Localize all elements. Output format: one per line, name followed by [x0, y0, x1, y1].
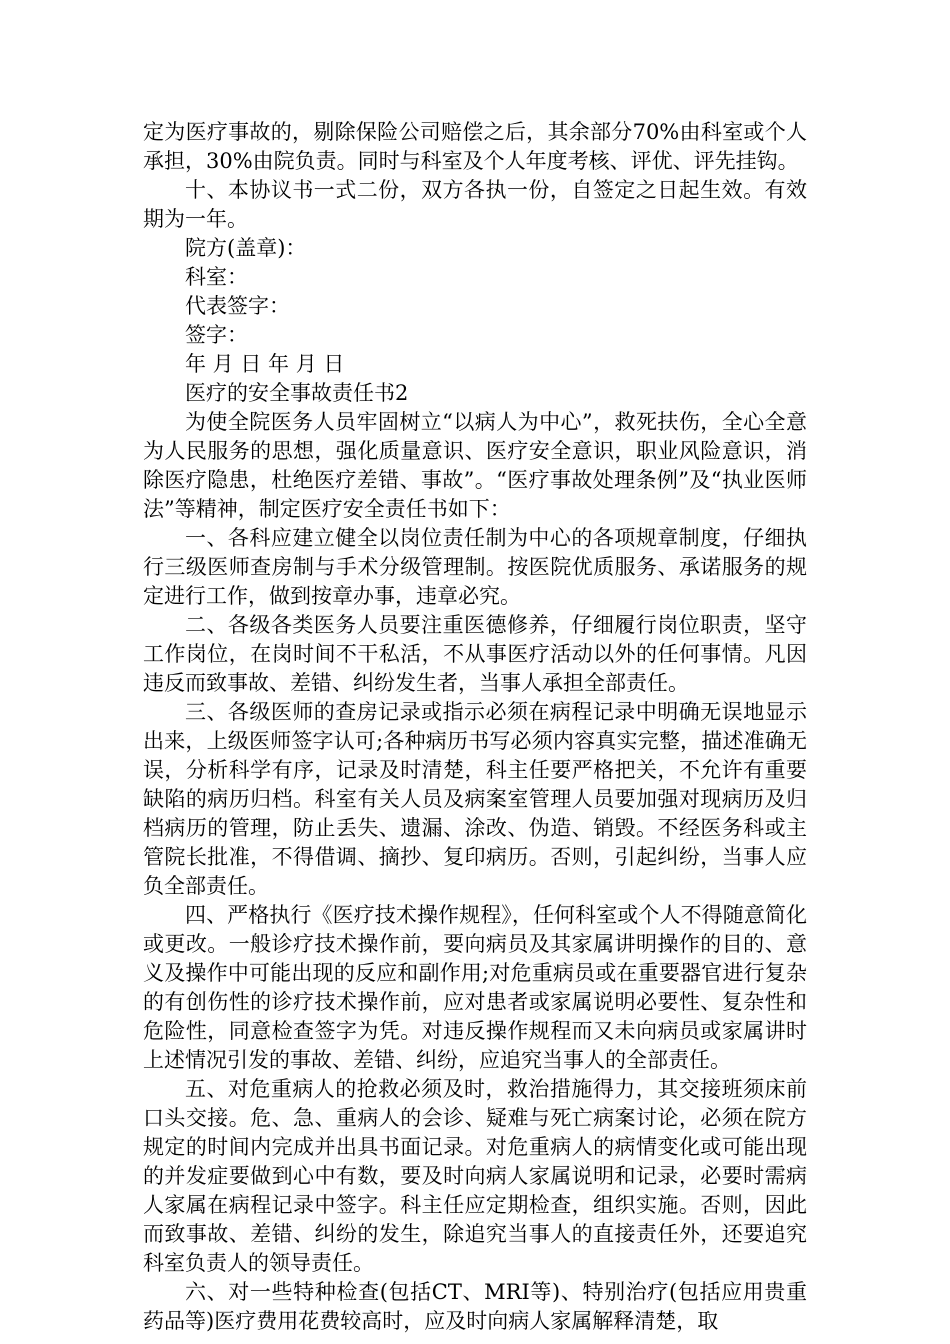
intro-paragraph: 为使全院医务人员牢固树立“以病人为中心”，救死扶伤，全心全意为人民服务的思想，强化质量意识、医疗安全意识，职业风险意识，消除医疗隐患，杜绝医疗差错、事故”。“医疗事故处理条例”及“执业医师法”等精神，制定医疗安全责任书如下：: [143, 410, 807, 521]
section-title: 医疗的安全事故责任书2: [185, 381, 409, 405]
clause-10-paragraph: 十、本协议书一式二份，双方各执一份，自签定之日起生效。有效期为一年。: [143, 178, 807, 231]
item-paragraph-4: 四、严格执行《医疗技术操作规程》，任何科室或个人不得随意简化或更改。一般诊疗技术操作前，要向病员及其家属讲明操作的目的、意义及操作中可能出现的反应和副作用;对危重病员或在重要器官进行复杂的有创伤性的诊疗技术操作前，应对患者或家属说明必要性、复杂性和危险性，同意检查签字为凭。对违反操作规程而又未向病员或家属讲时上述情况引发的事故、差错、纠纷，应追究当事人的全部责任。: [143, 903, 807, 1072]
sign-field: 签字：: [185, 323, 248, 347]
representative-sign-field: 代表签字：: [185, 294, 290, 318]
item-paragraph-6: 六、对一些特种检查(包括CT、MRI等)、特别治疗(包括应用贵重药品等)医疗费用花费较高时，应及时向病人家属解释清楚，取: [143, 1280, 807, 1333]
hospital-seal-field: 院方(盖章)：: [185, 236, 307, 260]
item-paragraph-5: 五、对危重病人的抢救必须及时，救治措施得力，其交接班须床前口头交接。危、急、重病人的会诊、疑难与死亡病案讨论，必须在院方规定的时间内完成并出具书面记录。对危重病人的病情变化或可能出现的并发症要做到心中有数，要及时向病人家属说明和记录，必要时需病人家属在病程记录中签字。科主任应定期检查，组织实施。否则，因此而致事故、差错、纠纷的发生，除追究当事人的直接责任外，还要追究科室负责人的领导责任。: [143, 1077, 807, 1275]
continuation-paragraph: 定为医疗事故的，剔除保险公司赔偿之后，其余部分70%由科室或个人承担，30%由院负责。同时与科室及个人年度考核、评优、评先挂钩。: [143, 120, 807, 173]
item-paragraph-2: 二、各级各类医务人员要注重医德修养，仔细履行岗位职责，坚守工作岗位，在岗时间不干私活，不从事医疗活动以外的任何事情。凡因违反而致事故、差错、纠纷发生者，当事人承担全部责任。: [143, 613, 807, 695]
date-line: 年 月 日 年 月 日: [185, 352, 345, 376]
signature-block: [143, 234, 807, 379]
item-paragraph-1: 一、各科应建立健全以岗位责任制为中心的各项规章制度，仔细执行三级医师查房制与手术分级管理制。按医院优质服务、承诺服务的规定进行工作，做到按章办事，违章必究。: [143, 526, 807, 608]
document-page: [143, 118, 807, 1336]
item-paragraph-3: 三、各级医师的查房记录或指示必须在病程记录中明确无误地显示出来，上级医师签字认可;各种病历书写必须内容真实完整，描述准确无误，分析科学有序，记录及时清楚，科主任要严格把关，不允许有重要缺陷的病历归档。科室有关人员及病案室管理人员要加强对现病历及归档病历的管理，防止丢失、遗漏、涂改、伪造、销毁。不经医务科或主管院长批准，不得借调、摘抄、复印病历。否则，引起纠纷，当事人应负全部责任。: [143, 700, 807, 898]
department-field: 科室：: [185, 265, 248, 289]
